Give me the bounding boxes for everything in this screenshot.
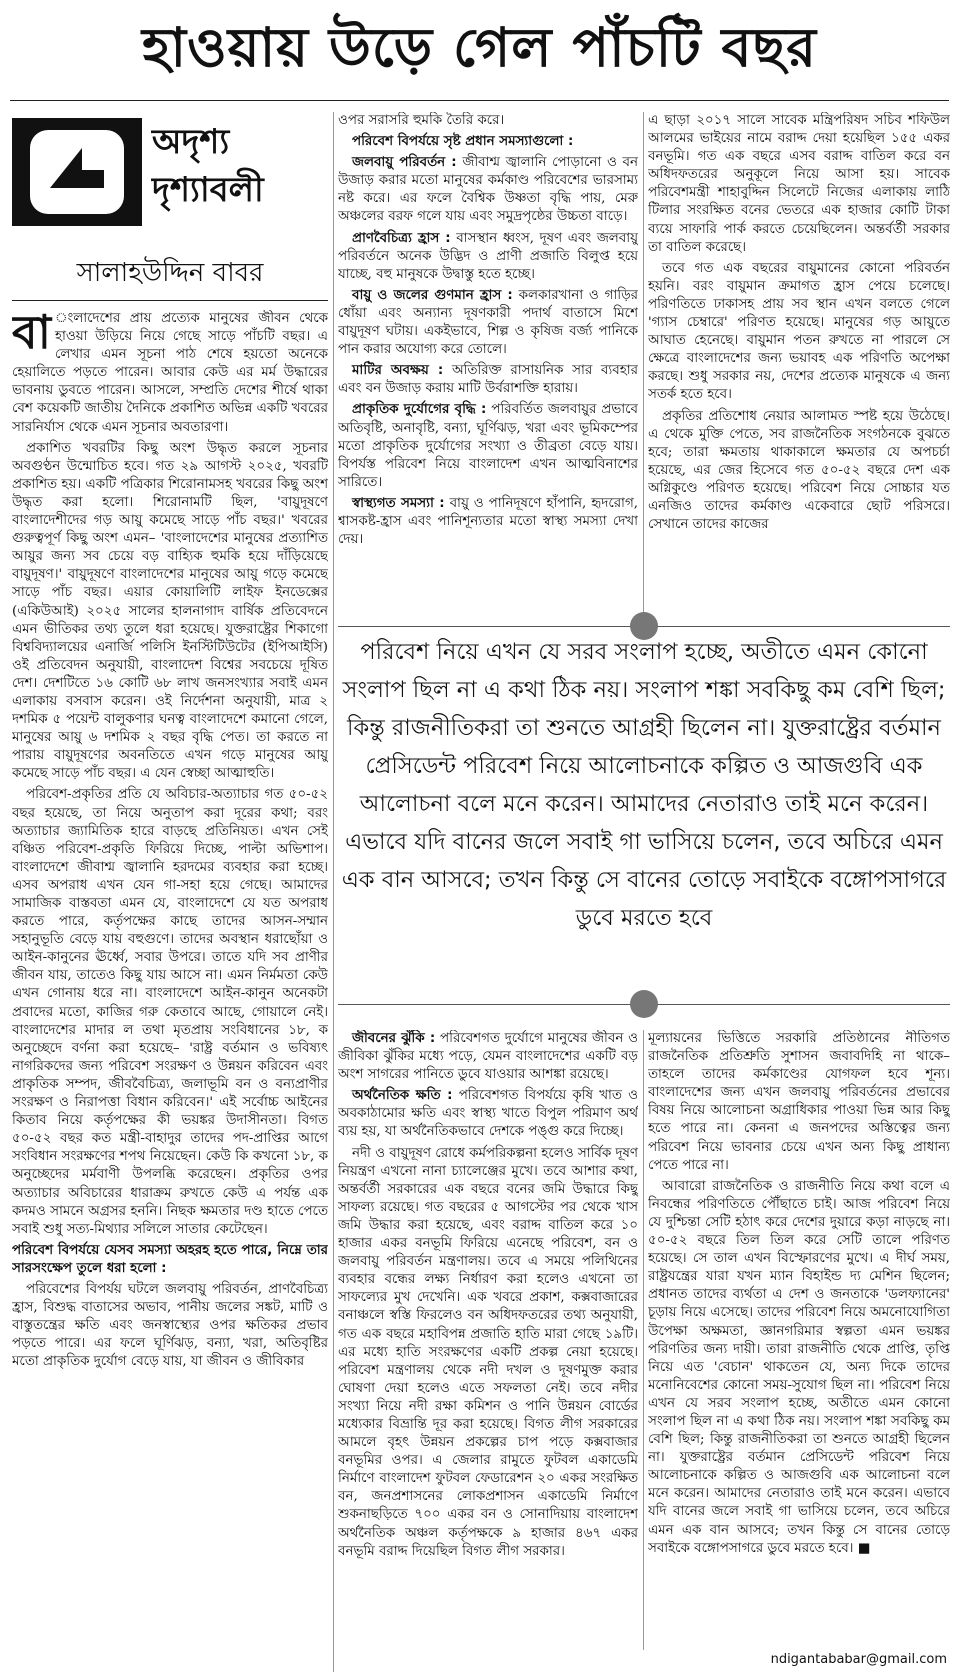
- col3b-paragraph-1: মূল্যায়নের ভিত্তিতে সরকারি প্রতিষ্ঠানের নীতিগত রাজনৈতিক প্রতিশ্রুতি সুশাসন জবাবদিহি না থাকে– তাহলে তাদের কর্মকাণ্ডের যোগফল হবে শূন্য। বাংলাদেশের জন্য এখন জলবায়ু পরিবর্তনের প্রভাবের বিষয় নিয়ে আলোচনা অগ্রাধিকার পাওয়া ভিন্ন আর কিছু হতে পারে না। কেননা এ জনপদের অস্তিত্বের জন্য পরিবেশ নিয়ে ভাবনার চেয়ে এখন অন্য কিছু প্রাধান্য পেতে পারে না।: [648, 1031, 950, 1173]
- col1-subhead: পরিবেশ বিপর্যয়ে যেসব সমস্যা অহরহ হতে পারে, নিম্নে তার সারসংক্ষেপ তুলে ধরা হলো :: [12, 1242, 328, 1276]
- column-divider-2-bottom: [643, 1030, 644, 1650]
- author-name: সালাহউদ্দিন বাবর: [76, 258, 264, 288]
- pullquote: পরিবেশ নিয়ে এখন যে সরব সংলাপ হচ্ছে, অতীতে এমন কোনো সংলাপ ছিল না এ কথা ঠিক নয়। সংলাপ শঙ্কা সবকিছু কম বেশি ছিল; কিন্তু রাজনীতিকরা তা শুনতে আগ্রহী ছিলেন না। যুক্তরাষ্ট্রের বর্তমান প্রেসিডেন্ট পরিবেশ নিয়ে আলোচনাকে কল্পিত ও আজগুবি এক আলোচনা বলে মনে করেন। আমাদের নেতারাও তাই মনে করেন। এভাবে যদি বানের জলে সবাই গা ভাসিয়ে চলেন, তবে অচিরে এমন এক বান আসবে; তখন কিন্তু সে বানের তোড়ে সবাইকে বঙ্গোপসাগরে ডুবে মরতে হবে: [341, 639, 947, 931]
- col2-item-1: জলবায়ু পরিবর্তন : জীবাশ্ম জ্বালানি পোড়ানো ও বন উজাড় করার মতো মানুষের কর্মকাণ্ড পরিবেশের ভারসাম্য নষ্ট করে। এর ফলে বৈশ্বিক উষ্ণতা বৃদ্ধি পায়, মেরু অঞ্চলের বরফ গলে যায় এবং সমুদ্রপৃষ্ঠের উচ্চতা বাড়ে।: [338, 155, 638, 225]
- headline: হাওয়ায় উড়ে গেল পাঁচটি বছর: [142, 16, 817, 79]
- col2-item-3: বায়ু ও জলের গুণমান হ্রাস : কলকারখানা ও গাড়ির ধোঁয়া এবং অন্যান্য দূষণকারী পদার্থ বাতাসে মিশে বায়ুদূষণ ঘটায়। একইভাবে, শিল্প ও কৃষিজ বর্জ্য পানিকে পান করার অযোগ্য করে তোলে।: [338, 287, 638, 358]
- col2-item-5: প্রাকৃতিক দুর্যোগের বৃদ্ধি : পরিবর্তিত জলবায়ুর প্রভাবে অতিবৃষ্টি, অনাবৃষ্টি, বন্যা, ঘূর্ণিঝড়, খরা এবং ভূমিকম্পের মতো প্রাকৃতিক দুর্যোগের সংখ্যা ও তীব্রতা বেড়ে যায়। বিপর্যস্ত পরিবেশ নিয়ে বাংলাদেশ এখন আত্মবিনাশের সারিতে।: [338, 402, 638, 490]
- col2b-item-1: জীবনের ঝুঁকি : পরিবেশগত দুর্যোগে মানুষের জীবন ও জীবিকা ঝুঁকির মধ্যে পড়ে, যেমন বাংলাদেশের একটি বড় অংশ সাগরের পানিতে ডুবে যাওয়ার আশঙ্কা রয়েছে।: [338, 1031, 638, 1083]
- column-2-bottom: [338, 1030, 638, 1672]
- column-3-top: [648, 112, 950, 617]
- column-logo-icon: [12, 118, 142, 226]
- col1-paragraph-4: পরিবেশের বিপর্যয় ঘটলে জলবায়ু পরিবর্তন, প্রাণবৈচিত্র্য হ্রাস, বিশুদ্ধ বাতাসের অভাব, পানীয় জলের সঙ্কট, মাটি ও বাস্তুতন্ত্রের ক্ষতি এবং জনস্বাস্থ্যের ওপর ক্ষতিকর প্রভাব পড়তে পারে। এর ফলে ঘূর্ণিঝড়, বন্যা, খরা, অতিবৃষ্টির মতো প্রাকৃতিক দুর্যোগ বেড়ে যায়, যা জীবন ও জীবিকার: [12, 1281, 328, 1370]
- column-2-top: [338, 112, 638, 617]
- dropcap: বা: [12, 310, 51, 359]
- col1-paragraph-2: প্রকাশিত খবরটির কিছু অংশ উদ্ধৃত করলে সূচনার অবগুণ্ঠন উন্মোচিত হবে। গত ২৯ আগস্ট ২০২৫, খবরটি প্রকাশিত হয়। একটি পত্রিকার শিরোনামসহ খবরের কিছু অংশ উদ্ধৃত করা হলো। শিরোনামটি ছিল, 'বায়ুদূষণে বাংলাদেশীদের গড় আয়ু কমেছে সাড়ে পাঁচ বছর।' খবরের গুরুত্বপূর্ণ কিছু অংশ এমন– 'বাংলাদেশের মানুষের প্রত্যাশিত আয়ুর জন্য সব চেয়ে বড় বাহ্যিক হুমকি হয়ে দাঁড়িয়েছে বায়ুদূষণ।' বায়ুদূষণে বাংলাদেশের মানুষের আয়ু গড়ে কমেছে সাড়ে পাঁচ বছর। এয়ার কোয়ালিটি লাইফ ইনডেক্সের (একিউআই) ২০২৫ সালের হালনাগাদ বার্ষিক প্রতিবেদনে এমন ভীতিকর তথ্য তুলে ধরা হয়েছে। যুক্তরাষ্ট্রের শিকাগো বিশ্ববিদ্যালয়ের এনার্জি পলিসি ইনস্টিটিউটের (ইপিআইসি) ওই প্রতিবেদন অনুযায়ী, বাংলাদেশ বিশ্বের সবচেয়ে দূষিত দেশ। দেশটিতে ১৬ কোটি ৬৮ লাখ জনসংখ্যার সবাই এমন এলাকায় বসবাস করেন। ওই নির্দেশনা অনুযায়ী, মাত্র ২ দশমিক ৫ পয়েন্ট বালুকণার ঘনত্ব বাংলাদেশে কমানো গেলে, মানুষের আয়ু ৬ দশমিক ২ বছর বৃদ্ধি পেত। তা করতে না পারায় বায়ুদূষণের অবনতিতে এখন গড়ে মানুষের আয়ু কমেছে সাড়ে পাঁচ বছর। এ যেন স্বেচ্ছা আত্মাহুতি।: [12, 440, 328, 782]
- column-divider-1: [333, 112, 334, 1672]
- col2-paragraph-0: ওপর সরাসরি হুমকি তৈরি করে।: [338, 113, 505, 128]
- col3b-paragraph-2: আবারো রাজনৈতিক ও রাজনীতি নিয়ে কথা বলে এ নিবন্ধের পরিণতিতে পৌঁছাতে চাই। আজ পরিবেশ নিয়ে যে দুশ্চিন্তা সেটি হঠাৎ করে দেশের দুয়ারে কড়া নাড়ছে না। ৫০-৫২ বছরে তিল তিল করে সেটি তালে পরিণত হয়েছে। সে তাল এখন বিস্ফোরণের মুখে। এ দীর্ঘ সময়, রাষ্ট্রযন্ত্রের যারা যখন ম্যান বিহাইন্ড দ্য মেশিন ছিলেন; প্রধানত তাদের ব্যর্থতা এ দেশ ও জনতাকে 'ডলফ্যানের' চূড়ায় নিয়ে এসেছে। তাদের পরিবেশ নিয়ে অমনোযোগিতা উপেক্ষা অক্ষমতা, জ্ঞানগরিমার স্বল্পতা এমন ভয়ঙ্কর পরিণতির জন্য দায়ী। তারা রাজনীতি থেকে প্রাপ্তি, তৃপ্তি নিয়ে এত 'বেচান' থাকতেন যে, অন্য দিকে তাদের মনোনিবেশের কোনো সময়-সুযোগ ছিল না। পরিবেশ নিয়ে এখন যে সরব সংলাপ হচ্ছে, অতীতে এমন কোনো সংলাপ ছিল না এ কথা ঠিক নয়। সংলাপ শঙ্কা সবকিছু কম বেশি ছিল; কিন্তু রাজনীতিকরা তা শুনতে আগ্রহী ছিলেন না। যুক্তরাষ্ট্রের বর্তমান প্রেসিডেন্ট পরিবেশ নিয়ে আলোচনাকে কল্পিত ও আজগুবি এক আলোচনা বলে মনে করেন। আমাদের নেতারাও তাই মনে করেন। এভাবে যদি বানের জলে সবাই গা ভাসিয়ে চলেন, তবে অচিরে এমন এক বান আসবে; তখন কিন্তু সে বানের তোড়ে সবাইকে বঙ্গোপসাগরে ডুবে মরতে হবে। ■: [648, 1178, 950, 1556]
- col1-paragraph-3: পরিবেশ-প্রকৃতির প্রতি যে অবিচার-অত্যাচার গত ৫০-৫২ বছর হয়েছে, তা নিয়ে অনুতাপ করা দূরের কথা; বরং অত্যাচার জ্যামিতিক হারে বাড়ছে প্রতিনিয়ত। এখন সেই বঞ্চিত পরিবেশ-প্রকৃতি ফিরিয়ে দিচ্ছে, পাল্টা অভিশাপ। বাংলাদেশে জীবাশ্ম জ্বালানি হরদমের ব্যবহার করা হচ্ছে। এসব অপরাধ এখন যেন গা-সহা হয়ে গেছে। আমাদের সামাজিক বাস্তবতা এমন যে, বাংলাদেশে যে যত অপরাধ করতে পারে, কর্তৃপক্ষের কাছে তাদের আসন-সম্মান সহানুভূতি বেড়ে যায় বহুগুণে। তাদের অবস্থান ধরাছোঁয়া ও আইন-কানুনের ঊর্ধ্বে, সবার উপরে। তাতে যদি সব প্রাণীর জীবন যায়, তাতেও কিছু যায় আসে না। এমন নির্মমতা কেউ এখন গোনায় ধরে না। বাংলাদেশে আইন-কানুন অনেকটা প্রবাদের মতো, কাজির গরু কেতাবে আছে, গোয়ালে নেই। বাংলাদেশের মাদার ল তথা মৃতপ্রায় সংবিধানের ১৮, ক অনুচ্ছেদে বর্ণনা করা হয়েছে– 'রাষ্ট্র বর্তমান ও ভবিষ্যৎ নাগরিকদের জন্য পরিবেশ সংরক্ষণ ও উন্নয়ন করিবেন এবং প্রাকৃতিক সম্পদ, জীববৈচিত্র্য, জলাভূমি বন ও বন্যপ্রাণীর সংরক্ষণ ও নিরাপত্তা বিধান করিবেন।' এই সর্বোচ্চ আইনের কিতাব নিয়ে কর্তৃপক্ষের কী ভয়ঙ্কর উদাসীনতা। বিগত ৫০-৫২ বছর কত মন্ত্রী-বাহাদুর তাদের পদ-প্রাপ্তির আগে সংবিধান সংরক্ষণের শপথ নিয়েছেন। কেউ কি কখনো ১৮, ক অনুচ্ছেদের মর্মবাণী উপলব্ধি করেছেন। প্রকৃতির ওপর অত্যাচার অবিচারের ধারাক্রম রুখতে কেউ এ পর্যন্ত এক কদমও সামনে অগ্রসর হননি। নিছক ক্ষমতার দণ্ড হাতে পেতে সবাই শুধু সত্য-মিথ্যার সলিলে সাতার কেটেছেন।: [12, 787, 328, 1237]
- col2b-item-2: অর্থনৈতিক ক্ষতি : পরিবেশগত বিপর্যয়ে কৃষি খাত ও অবকাঠামোর ক্ষতি এবং স্বাস্থ্য খাতে বিপুল পরিমাণ অর্থ ব্যয় হয়, যা অর্থনৈতিকভাবে দেশকে পঙ্গু করে দিচ্ছে।: [338, 1088, 638, 1140]
- col2-item-4: মাটির অবক্ষয় : অতিরিক্ত রাসায়নিক সার ব্যবহার এবং বন উজাড় করায় মাটি উর্বরাশক্তি হারায়।: [338, 363, 638, 397]
- author-email: ndigantababar@gmail.com: [770, 1652, 947, 1667]
- author-rule: [12, 300, 328, 301]
- headline-rule: [10, 100, 949, 101]
- column-logo-line1: অদৃশ্য: [152, 122, 230, 162]
- column-3-bottom: [648, 1030, 950, 1650]
- column-1: [12, 310, 328, 1672]
- column-logo: [12, 118, 328, 228]
- column-logo-text: [152, 118, 264, 214]
- col2-item-2: প্রাণবৈচিত্র্য হ্রাস : বাসস্থান ধ্বংস, দূষণ এবং জলবায়ু পরিবর্তনে অনেক উদ্ভিদ ও প্রাণী প্রজাতি বিলুপ্ত হয়ে যাচ্ছে, বহু মানুষকে উদ্বাস্তু হতে হচ্ছে।: [338, 230, 638, 282]
- col3-paragraph-1: এ ছাড়া ২০১৭ সালে সাবেক মন্ত্রিপরিষদ সচিব শফিউল আলমের ভাইয়ের নামে বরাদ্দ দেয়া হয়েছিল ১৫৫ একর বনভূমি। গত এক বছরে এসব বরাদ্দ বাতিল করে বন অধিদফতরের অনুকূলে নিয়ে আসা হয়। সাবেক পরিবেশমন্ত্রী শাহাবুদ্দিন সিলেটে নিজের এলাকায় লাঠি টিলার সংরক্ষিত বনের ভেতরে এক হাজার কোটি টাকা ব্যয়ে সাফারি পার্ক করতে চেয়েছিলেন। অন্তর্বর্তী সরকার তা বাতিল করেছে।: [648, 113, 950, 255]
- col3-paragraph-3: প্রকৃতির প্রতিশোধ নেয়ার আলামত স্পষ্ট হয়ে উঠেছে। এ থেকে মুক্তি পেতে, সব রাজনৈতিক সংগঠনকে বুঝতে হবে; তারা ক্ষমতায় থাকাকালে ক্ষমতার যে অপচর্চা হয়েছে, এর জের হিসেবে গত ৫০-৫২ বছরে দেশ এক অগ্নিকুণ্ডে পরিণত হয়েছে। পরিবেশ নিয়ে সোচ্চার যত এনজিও তাদের কর্মকাণ্ড একেবারে ছোট পরিসরে। সেখানে তাদের কাজের: [648, 408, 950, 533]
- column-divider-2-top: [643, 112, 644, 617]
- col1-paragraph-1: বা ংলাদেশের প্রায় প্রত্যেক মানুষের জীবন থেকে হাওয়া উড়িয়ে নিয়ে গেছে সাড়ে পাঁচটি বছর। এ লেখার এমন সূচনা পাঠ শেষে হয়তো অনেকে হেয়ালিতে পড়তে পারেন। আবার কেউ এর মর্ম উদ্ধারের ভাবনায় ডুবতে পারেন। আসলে, সম্প্রতি দেশের শীর্ষে থাকা বেশ কয়েকটি জাতীয় দৈনিকে প্রকাশিত অভিন্ন একটি খবরের সারনির্যাস থেকে এমন সূচনার অবতারণা।: [12, 310, 328, 435]
- col3-paragraph-2: তবে গত এক বছরের বায়ুমানের কোনো পরিবর্তন হয়নি। বরং বায়ুমান ক্রমাগত হ্রাস পেয়ে চলেছে। পরিণতিতে ঢাকাসহ প্রায় সব স্থান এখন বলতে গেলে 'গ্যাস চেম্বারে' পরিণত হয়েছে। মানুষের গড় আয়ুতে আঘাত হেনেছে। বায়ুমান পতন রুখতে না পারলে সে ক্ষেত্রে বাংলাদেশের জন্য ভয়াবহ এক পরিণতি অপেক্ষা করছে। শুধু সরকার নয়, দেশের প্রত্যেক মানুষকে এ জন্য সতর্ক হতে হবে।: [648, 260, 950, 403]
- col2b-paragraph-3: নদী ও বায়ুদূষণ রোধে কর্মপরিকল্পনা হলেও সার্বিক দূষণ নিয়ন্ত্রণ এখনো নানা চ্যালেঞ্জের মুখে। তবে আশার কথা, অন্তর্বর্তী সরকারের এক বছরে বনের জমি উদ্ধারে কিছু সাফল্য রয়েছে। গত বছরের ৫ আগস্টের পর থেকে খাস জমি উদ্ধার করা হয়েছে, এবং বরাদ্দ বাতিল করে ১০ হাজার একর বনভূমি ফিরিয়ে এনেছে পরিবেশ, বন ও জলবায়ু পরিবর্তন মন্ত্রণালয়। তবে এ সময়ে পলিথিনের ব্যবহার বন্ধের লক্ষ্য নির্ধারণ করা হলেও এখনো তা সাফল্যের মুখ দেখেনি। এক খবরে প্রকাশ, কক্সবাজারের বনাঞ্চলে স্বস্তি ফিরলেও বন অধিদফতরের তথ্য অনুযায়ী, গত এক বছরে মহাবিপন্ন প্রজাতি হাতি মারা গেছে ১৯টি। এর মধ্যে হাতি সংরক্ষণের একটি প্রকল্প নেয়া হয়েছে। পরিবেশ মন্ত্রণালয় থেকে নদী দখল ও দূষণমুক্ত করার ঘোষণা দেয়া হলেও এতে সফলতা নেই। তবে নদীর সংখ্যা নিয়ে নদী রক্ষা কমিশন ও পানি উন্নয়ন বোর্ডের মধ্যেকার বিভ্রান্তি দূর করা হয়েছে। বিগত লীগ সরকারের আমলে বৃহৎ উন্নয়ন প্রকল্পের চাপ পড়ে কক্সবাজার বনভূমির ওপর। এ জেলার রামুতে ফুটবল একাডেমি নির্মাণে বাংলাদেশ ফুটবল ফেডারেশন ২০ একর সংরক্ষিত বন, জনপ্রশাসনের লোকপ্রশাসন একাডেমি নির্মাণে শুকনাছড়িতে ৭০০ একর বন ও সোনাদিয়ায় বাংলাদেশ অর্থনৈতিক অঞ্চল কর্তৃপক্ষকে ৯ হাজার ৪৬৭ একর বনভূমি বরাদ্দ দিয়েছিল বিগত লীগ সরকার।: [338, 1145, 638, 1559]
- col2-subhead: পরিবেশ বিপর্যয়ে সৃষ্ট প্রধান সমস্যাগুলো :: [352, 134, 574, 150]
- col2-item-6: স্বাস্থ্যগত সমস্যা : বায়ু ও পানিদূষণে হাঁপানি, হৃদরোগ, শ্বাসকষ্ট-হ্রাস এবং পানিশূন্যতার মতো স্বাস্থ্য সমস্যা দেখা দেয়।: [338, 495, 638, 548]
- column-logo-line2: দৃশ্যাবলী: [152, 170, 264, 210]
- pullquote-dot-bottom: [630, 990, 658, 1018]
